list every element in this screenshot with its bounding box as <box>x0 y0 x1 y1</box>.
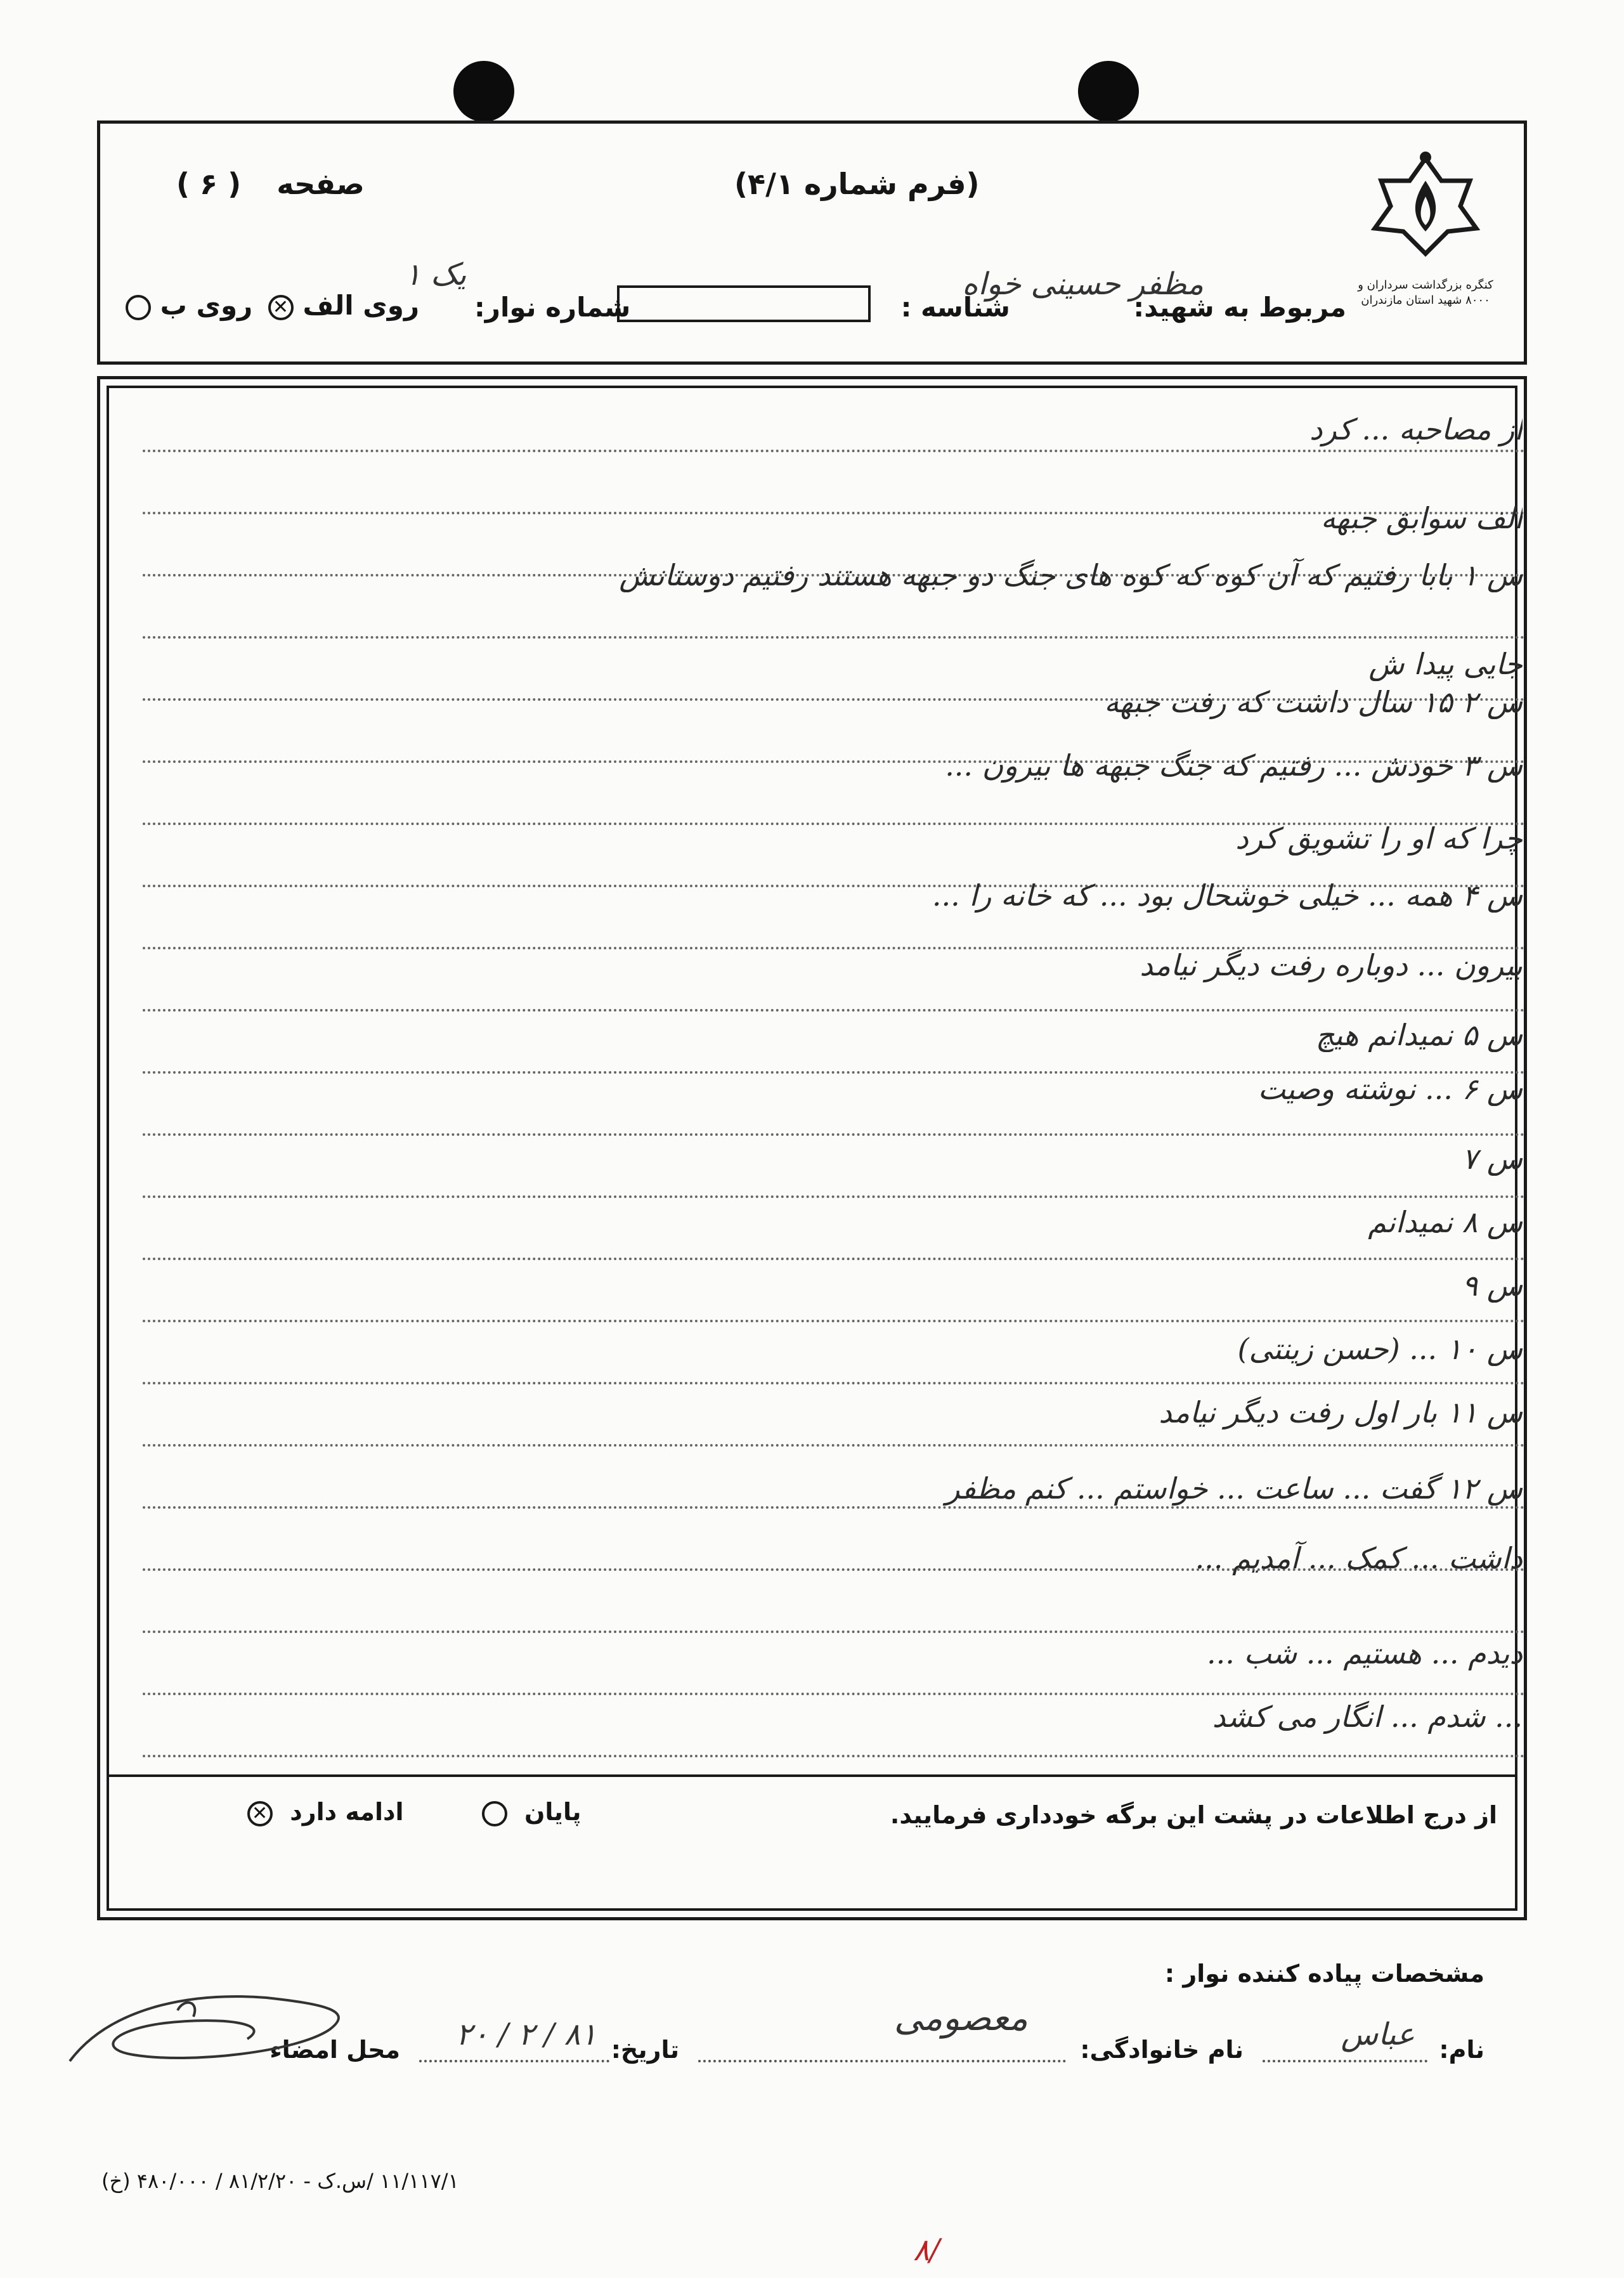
martyr-value: مظفر حسینی خواه <box>962 266 1204 302</box>
continues-label: ادامه دارد <box>290 1798 404 1826</box>
footer-divider <box>107 1774 1517 1777</box>
handwritten-line: س ۲ ۱۵ سال داشت که رفت جبهه <box>1104 685 1523 719</box>
martyr-label: مربوط به شهید: <box>1133 292 1346 323</box>
ruled-line <box>143 1195 1525 1198</box>
ruled-line <box>143 1133 1525 1136</box>
handwritten-line: س ۳ خودش ... رفتیم که جنگ جبهه ها بیرون ... <box>945 748 1523 783</box>
id-label: شناسه : <box>900 292 1010 323</box>
handwritten-line: س ۶ ... نوشته وصیت <box>1257 1072 1523 1106</box>
family-dots <box>698 2060 1066 2062</box>
emblem-icon <box>1353 146 1498 273</box>
handwritten-line: س ۱۱ بار اول رفت دیگر نیامد <box>1159 1395 1523 1429</box>
family-label: نام خانوادگی: <box>1080 2036 1244 2064</box>
ruled-line <box>143 1693 1525 1695</box>
form-code: ۱۱/۱۱۷/۱ /س.ک - ۸۱/۲/۲۰ / ۴۸۰/۰۰۰ (خ) <box>101 2169 459 2193</box>
transcriber-heading: مشخصات پیاده کننده نوار : <box>1164 1960 1484 1988</box>
page-label: صفحه <box>276 167 365 201</box>
ruled-line <box>143 1258 1525 1260</box>
handwritten-line: جایی پیدا ش <box>1368 647 1523 681</box>
name-label: نام: <box>1439 2036 1484 2064</box>
side-a-checkbox[interactable] <box>268 295 294 320</box>
ruled-line <box>143 1444 1525 1447</box>
punch-hole-right <box>1078 61 1139 122</box>
header-box <box>97 120 1527 365</box>
handwritten-line: س ۴ همه ... خیلی خوشحال بود ... که خانه را ... <box>932 878 1523 913</box>
tape-label: شماره نوار: <box>474 292 631 323</box>
family-value: معصومی <box>893 1998 1028 2039</box>
footer-note: از درج اطلاعات در پشت این برگه خودداری فرمایید. <box>890 1801 1497 1829</box>
ruled-line <box>143 1382 1525 1384</box>
end-checkbox[interactable] <box>482 1801 507 1826</box>
handwritten-line: چرا که او را تشویق کرد <box>1235 821 1523 856</box>
handwritten-line: س ۷ <box>1462 1142 1523 1176</box>
handwritten-line: س ۱۲ گفت ... ساعت ... خواستم ... کنم مظفر <box>945 1471 1523 1506</box>
ruled-line <box>143 1320 1525 1322</box>
form-title: (فرم شماره ۴/۱) <box>734 167 980 201</box>
ruled-line <box>143 636 1525 639</box>
handwritten-line: س ۸ نمیدانم <box>1368 1205 1523 1239</box>
date-label: تاریخ: <box>611 2036 679 2064</box>
name-dots <box>1263 2060 1427 2062</box>
handwritten-line: س ۹ <box>1462 1268 1523 1303</box>
page-number: ( ۶ ) <box>176 167 242 201</box>
id-field[interactable] <box>617 285 871 322</box>
date-value: ۸۱ / ۲ / ۲۰ <box>455 2017 597 2052</box>
signature-scribble <box>57 1972 387 2074</box>
continues-checkbox[interactable] <box>247 1801 273 1826</box>
handwritten-line: از مصاحبه ... کرد <box>1309 412 1523 446</box>
name-value: عباس <box>1341 2017 1415 2052</box>
handwritten-line: س ۱۰ ... (حسن زینتی) <box>1237 1332 1523 1366</box>
end-label: پایان <box>524 1798 581 1826</box>
logo-text: کنگره بزرگداشت سرداران و ۸۰۰۰ شهید استان مازندران <box>1358 278 1493 307</box>
side-b-checkbox[interactable] <box>126 295 151 320</box>
page-label-group <box>176 167 365 201</box>
page-mark: ۸/ <box>913 2232 940 2268</box>
ruled-line <box>143 1630 1525 1633</box>
ruled-line <box>143 1755 1525 1757</box>
side-b-label: روی ب <box>160 290 253 321</box>
side-a-label: روی الف <box>302 290 420 321</box>
ruled-line <box>143 450 1525 452</box>
punch-hole-left <box>453 61 514 122</box>
date-dots <box>419 2060 609 2062</box>
handwritten-line: س ۱ بابا رفتیم که آن کوه که کوه های جنگ دو جبهه هستند رفتیم دوستانش <box>619 558 1523 592</box>
handwritten-line: الف سوابق جبهه <box>1320 501 1523 535</box>
handwritten-line: س ۵ نمیدانم هیچ <box>1315 1018 1523 1052</box>
side-selector <box>126 290 419 321</box>
ruled-line <box>143 1009 1525 1012</box>
handwritten-line: داشت ... کمک ... آمدیم ... <box>1195 1541 1523 1575</box>
logo <box>1353 146 1498 336</box>
signature-label: محل امضاء <box>270 2036 400 2064</box>
ruled-line <box>143 1506 1525 1509</box>
handwritten-line: بیرون ... دوباره رفت دیگر نیامد <box>1140 948 1523 982</box>
handwritten-line: ... شدم ... انگار می کشد <box>1212 1700 1523 1734</box>
status-selector <box>247 1798 581 1826</box>
handwritten-line: دیدم ... هستیم ... شب ... <box>1206 1636 1523 1670</box>
tape-value: یک ۱ <box>405 257 467 292</box>
